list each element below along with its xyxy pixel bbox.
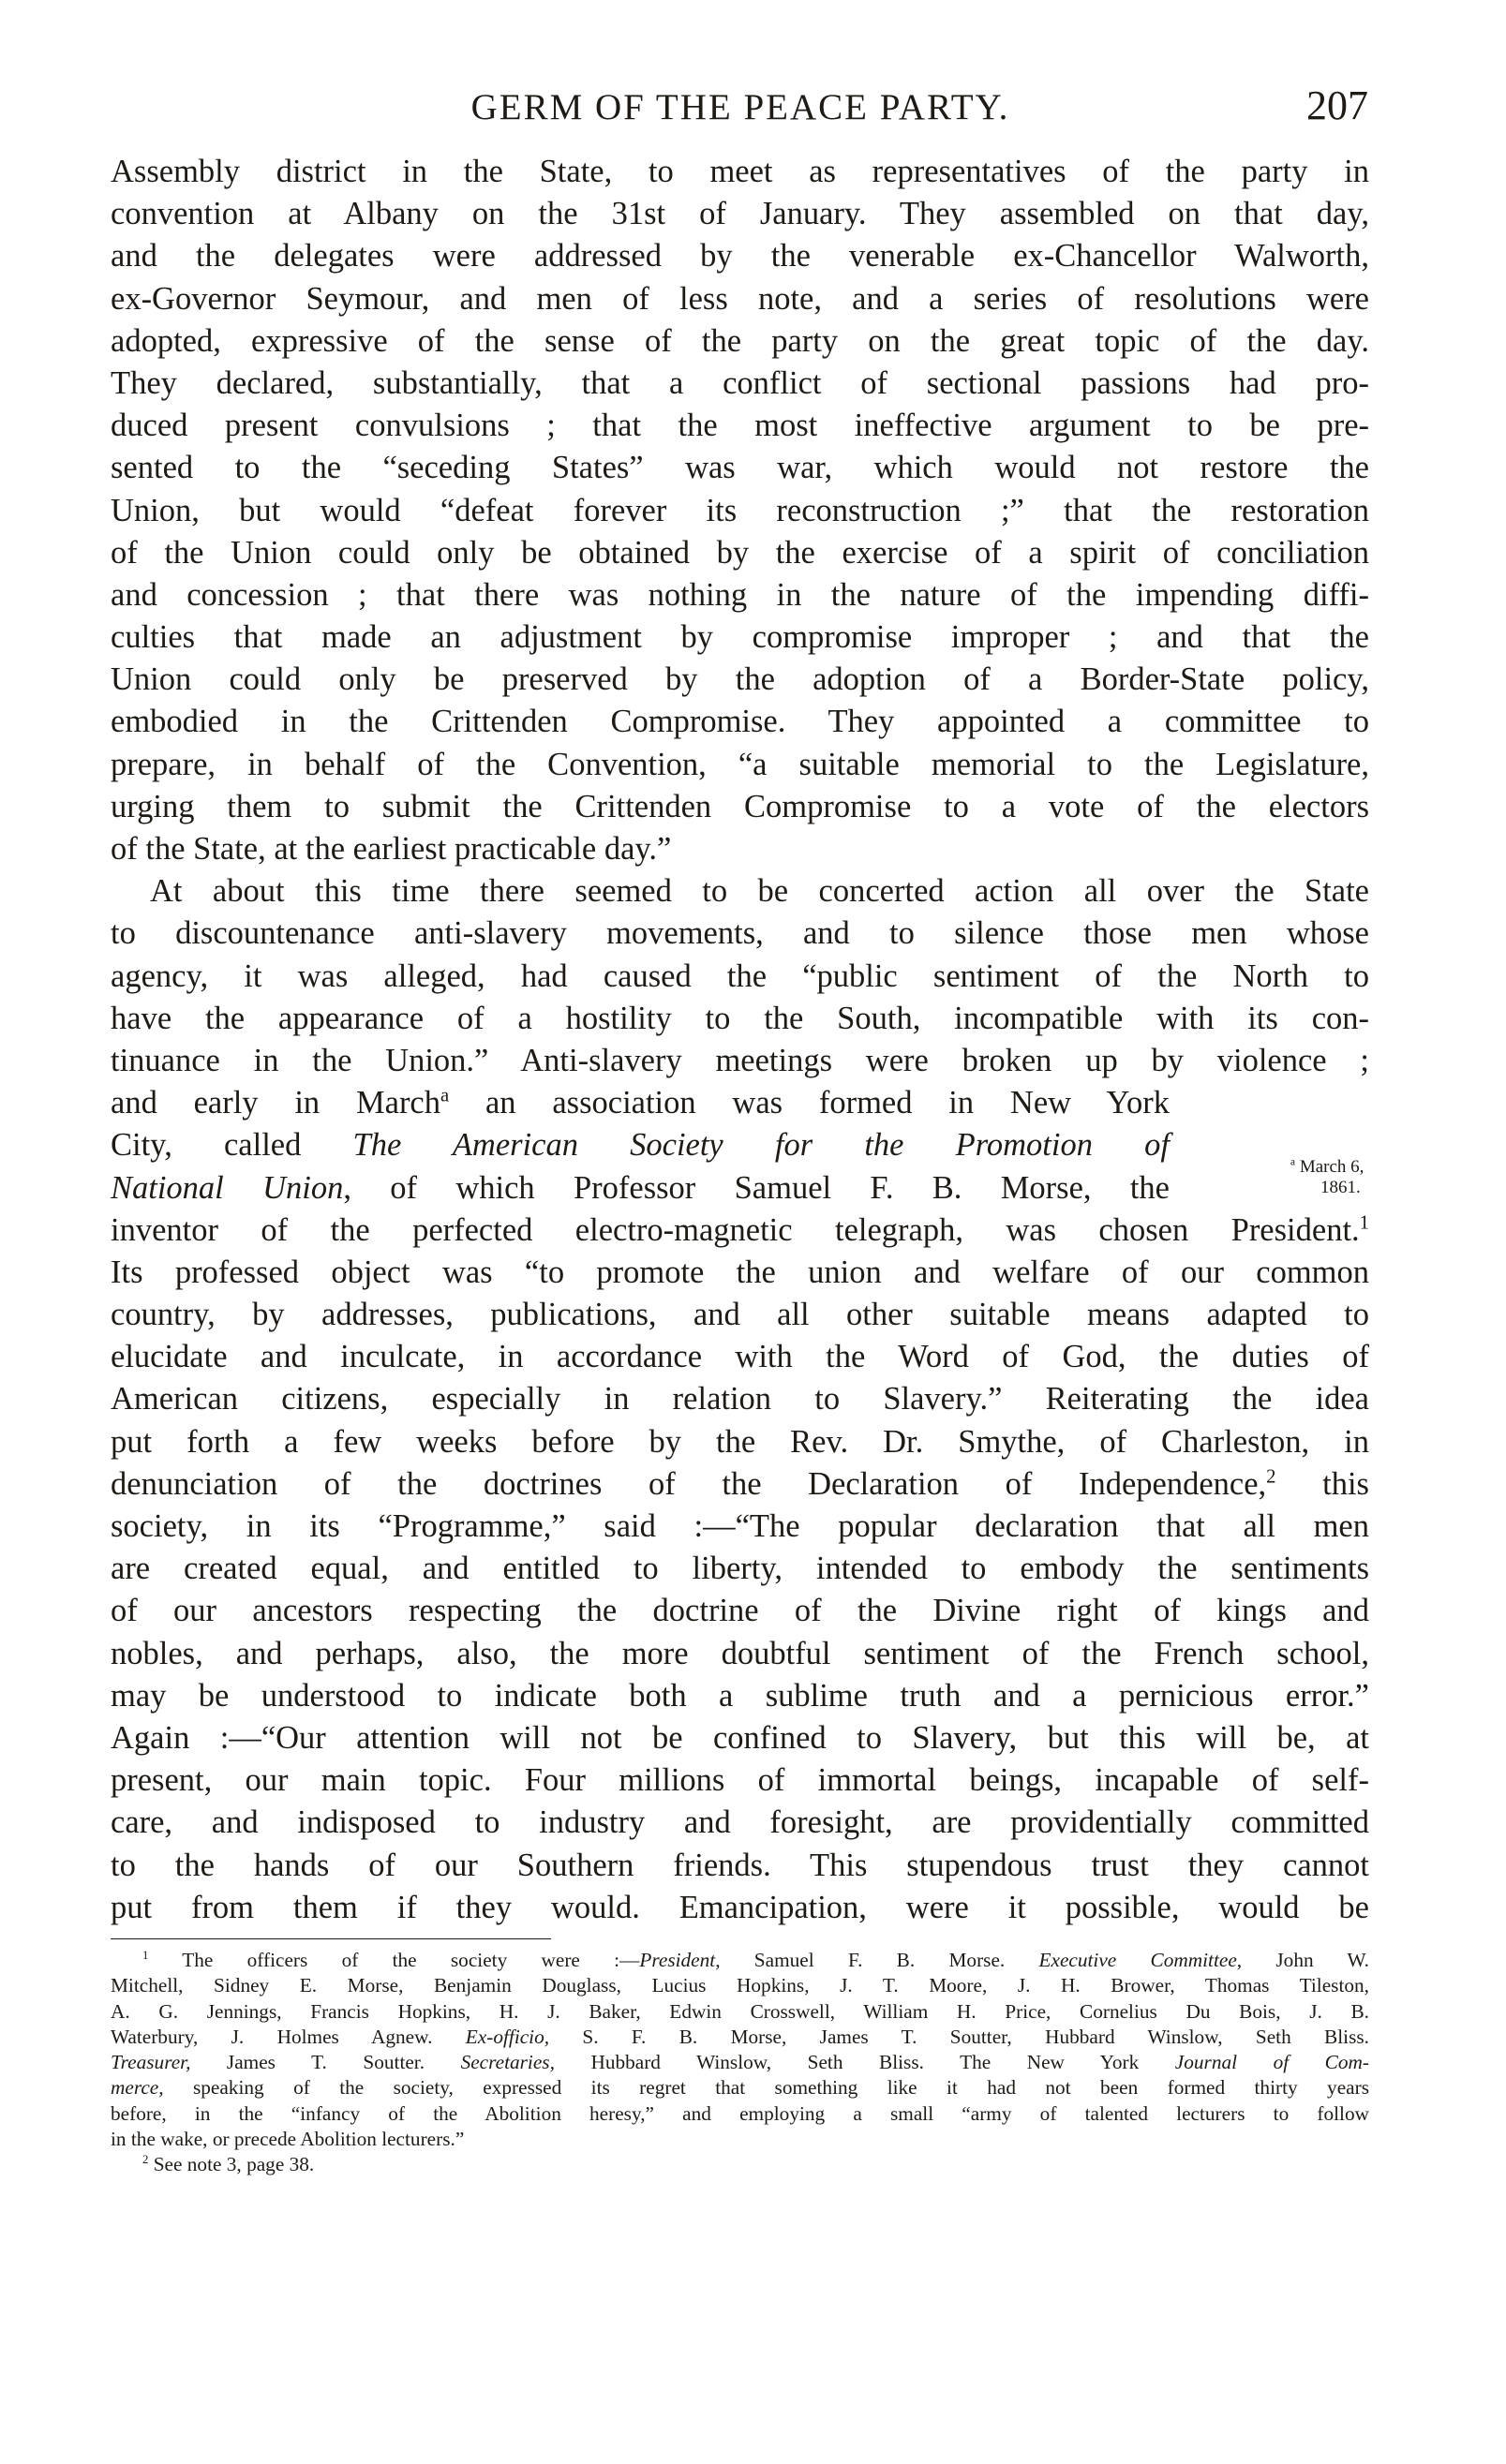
- body-line: Its professed object was “to promote the union and welfare of our common: [111, 1254, 1369, 1290]
- body-line: duced present convulsions ; that the most ineffective argument to be pre-: [111, 408, 1369, 444]
- text-run: Waterbury, J. Holmes Agnew.: [111, 2025, 466, 2048]
- body-line: American citizens, especially in relation to Slavery.” Reiterating the idea: [111, 1381, 1369, 1418]
- society-name: The American Society for the Promotion of: [352, 1127, 1170, 1164]
- margin-note-date: [1279, 1157, 1382, 1178]
- body-line: sented to the “seceding States” was war, which would not restore the: [111, 450, 1369, 486]
- body-line: and the delegates were addressed by the venerable ex-Chancellor Walworth,: [111, 238, 1369, 275]
- body-line: embodied in the Crittenden Compromise. They appointed a committee to: [111, 704, 1369, 740]
- margin-note-date-text: March 6,: [1299, 1157, 1364, 1177]
- margin-note-year: 1861.: [1320, 1178, 1361, 1197]
- footnote-1-line: in the wake, or precede Abolition lecturers.”: [111, 2128, 465, 2151]
- text-run: President,: [639, 1949, 721, 1971]
- society-name-cont: National Union: [111, 1169, 344, 1206]
- text-run: Samuel F. B. Morse.: [720, 1949, 1039, 1971]
- footnote-ref-2: 2: [1266, 1466, 1276, 1488]
- body-line: and concession ; that there was nothing in the nature of the impending diffi-: [111, 576, 1369, 613]
- body-line: put from them if they would. Emancipation, were it possible, would be: [111, 1889, 1369, 1925]
- footnote-1-line: A. G. Jennings, Francis Hopkins, H. J. Baker, Edwin Crosswell, William H. Price, Cornelius Du Bois, J. B.: [111, 1999, 1369, 2023]
- footnote-2-line: [111, 2152, 1369, 2177]
- footnote-marker-a: a: [440, 1085, 450, 1106]
- body-line: Assembly district in the State, to meet as representatives of the party in: [111, 154, 1369, 189]
- text-run: this: [1275, 1465, 1369, 1502]
- text-run: See note 3, page 38.: [148, 2153, 315, 2176]
- body-line: country, by addresses, publications, and all other suitable means adapted to: [111, 1297, 1369, 1333]
- text-run: and early in March: [111, 1085, 441, 1121]
- footnote-ref-1: 1: [1359, 1212, 1369, 1234]
- body-line: to the hands of our Southern friends. This stupendous trust they cannot: [111, 1847, 1369, 1883]
- page-number: 207: [1306, 82, 1368, 128]
- body-line: At about this time there seemed to be concerted action all over the State: [150, 873, 1369, 910]
- body-line: elucidate and inculcate, in accordance with the Word of God, the duties of: [111, 1339, 1369, 1375]
- body-line-march: [111, 1082, 1170, 1124]
- running-head: GERM OF THE PEACE PARTY.: [470, 87, 1010, 127]
- text-run: Hubbard Winslow, Seth Bliss. The New York: [554, 2051, 1175, 2074]
- text-run: James T. Soutter.: [190, 2051, 461, 2074]
- footnote-1-line: [111, 2050, 1369, 2075]
- text-run: Executive Committee,: [1038, 1949, 1243, 1971]
- body-line: urging them to submit the Crittenden Compromise to a vote of the electors: [111, 788, 1369, 824]
- body-line: prepare, in behalf of the Convention, “a suitable memorial to the Legislature,: [111, 746, 1369, 782]
- text-run: City, called: [111, 1127, 353, 1164]
- body-line: Again :—“Our attention will not be confined to Slavery, but this will be, at: [111, 1719, 1369, 1756]
- text-run: inventor of the perfected electro-magnetic telegraph, was chosen President.: [111, 1211, 1360, 1248]
- footnote-2-marker: 2: [142, 2153, 149, 2167]
- body-line: of the State, at the earliest practicable day.”: [111, 831, 672, 867]
- body-line: to discountenance anti-slavery movements, and to silence those men whose: [111, 915, 1369, 952]
- body-line: have the appearance of a hostility to the South, incompatible with its con-: [111, 1000, 1369, 1036]
- text-run: The officers of the society were :—: [148, 1949, 640, 1971]
- text-run: an association was formed in New York: [449, 1085, 1171, 1121]
- body-line: ex-Governor Seymour, and men of less note, and a series of resolutions were: [111, 280, 1369, 317]
- body-line-president: [111, 1210, 1369, 1252]
- body-line: culties that made an adjustment by compromise improper ; and that the: [111, 619, 1369, 656]
- body-line: may be understood to indicate both a sublime truth and a pernicious error.”: [111, 1677, 1369, 1714]
- text-run: denunciation of the doctrines of the Declaration of Independence,: [111, 1465, 1267, 1502]
- body-line: of our ancestors respecting the doctrine of the Divine right of kings and: [111, 1593, 1369, 1629]
- body-line: Union, but would “defeat forever its reconstruction ;” that the restoration: [111, 492, 1369, 528]
- footnote-rule: [111, 1938, 551, 1939]
- text-run: Journal of Com-: [1174, 2051, 1369, 2074]
- footnote-1-line: [111, 2075, 1369, 2100]
- footnote-1-line: [111, 2025, 1369, 2050]
- footnote-1-marker: 1: [142, 1948, 149, 1962]
- text-run: S. F. B. Morse, James T. Soutter, Hubbard Winslow, Seth Bliss.: [549, 2025, 1369, 2048]
- body-line: nobles, and perhaps, also, the more doubtful sentiment of the French school,: [111, 1635, 1369, 1671]
- body-line: of the Union could only be obtained by the exercise of a spirit of conciliation: [111, 534, 1369, 571]
- text-run: , of which Professor Samuel F. B. Morse, the: [343, 1169, 1170, 1206]
- body-line: adopted, expressive of the sense of the party on the great topic of the day.: [111, 322, 1369, 359]
- footnote-1-line: [111, 1948, 1369, 1973]
- footnotes: [111, 1948, 1369, 2178]
- margin-note-marker: a: [1290, 1156, 1296, 1168]
- text-run: Treasurer,: [111, 2051, 191, 2074]
- footnote-1-line: before, in the “infancy of the Abolition heresy,” and employing a small “army of talented lecturers to follow: [111, 2101, 1369, 2125]
- margin-note: [1279, 1157, 1382, 1198]
- body-line: are created equal, and entitled to liberty, intended to embody the sentiments: [111, 1551, 1369, 1587]
- body-line: convention at Albany on the 31st of January. They assembled on that day,: [111, 196, 1369, 232]
- body-line-independence: [111, 1463, 1369, 1506]
- body-line: care, and indisposed to industry and foresight, are providentially committed: [111, 1804, 1369, 1841]
- body-line: Union could only be preserved by the adoption of a Border-State policy,: [111, 661, 1369, 698]
- page-header: [112, 84, 1368, 141]
- body-line: put forth a few weeks before by the Rev. Dr. Smythe, of Charleston, in: [111, 1423, 1369, 1460]
- footnote-1-line: Mitchell, Sidney E. Morse, Benjamin Douglass, Lucius Hopkins, J. T. Moore, J. H. Brower, Thomas Tileston,: [111, 1974, 1369, 1997]
- text-run: merce,: [111, 2076, 164, 2100]
- body-line: tinuance in the Union.” Anti-slavery meetings were broken up by violence ;: [111, 1042, 1369, 1078]
- body-line: agency, it was alleged, had caused the “public sentiment of the North to: [111, 957, 1369, 994]
- text-run: speaking of the society, expressed its regret that something like it had not been formed thirty years: [163, 2076, 1369, 2100]
- text-run: John W.: [1242, 1949, 1369, 1971]
- body-text: [111, 151, 1369, 1929]
- body-line: They declared, substantially, that a conflict of sectional passions had pro-: [111, 364, 1369, 401]
- body-line: society, in its “Programme,” said :—“The popular declaration that all men: [111, 1508, 1369, 1544]
- body-line-national-union: [111, 1167, 1170, 1210]
- body-line: present, our main topic. Four millions of immortal beings, incapable of self-: [111, 1762, 1369, 1799]
- text-run: Ex-officio,: [465, 2025, 550, 2048]
- text-run: Secretaries,: [460, 2051, 555, 2074]
- body-line-society: [111, 1124, 1170, 1166]
